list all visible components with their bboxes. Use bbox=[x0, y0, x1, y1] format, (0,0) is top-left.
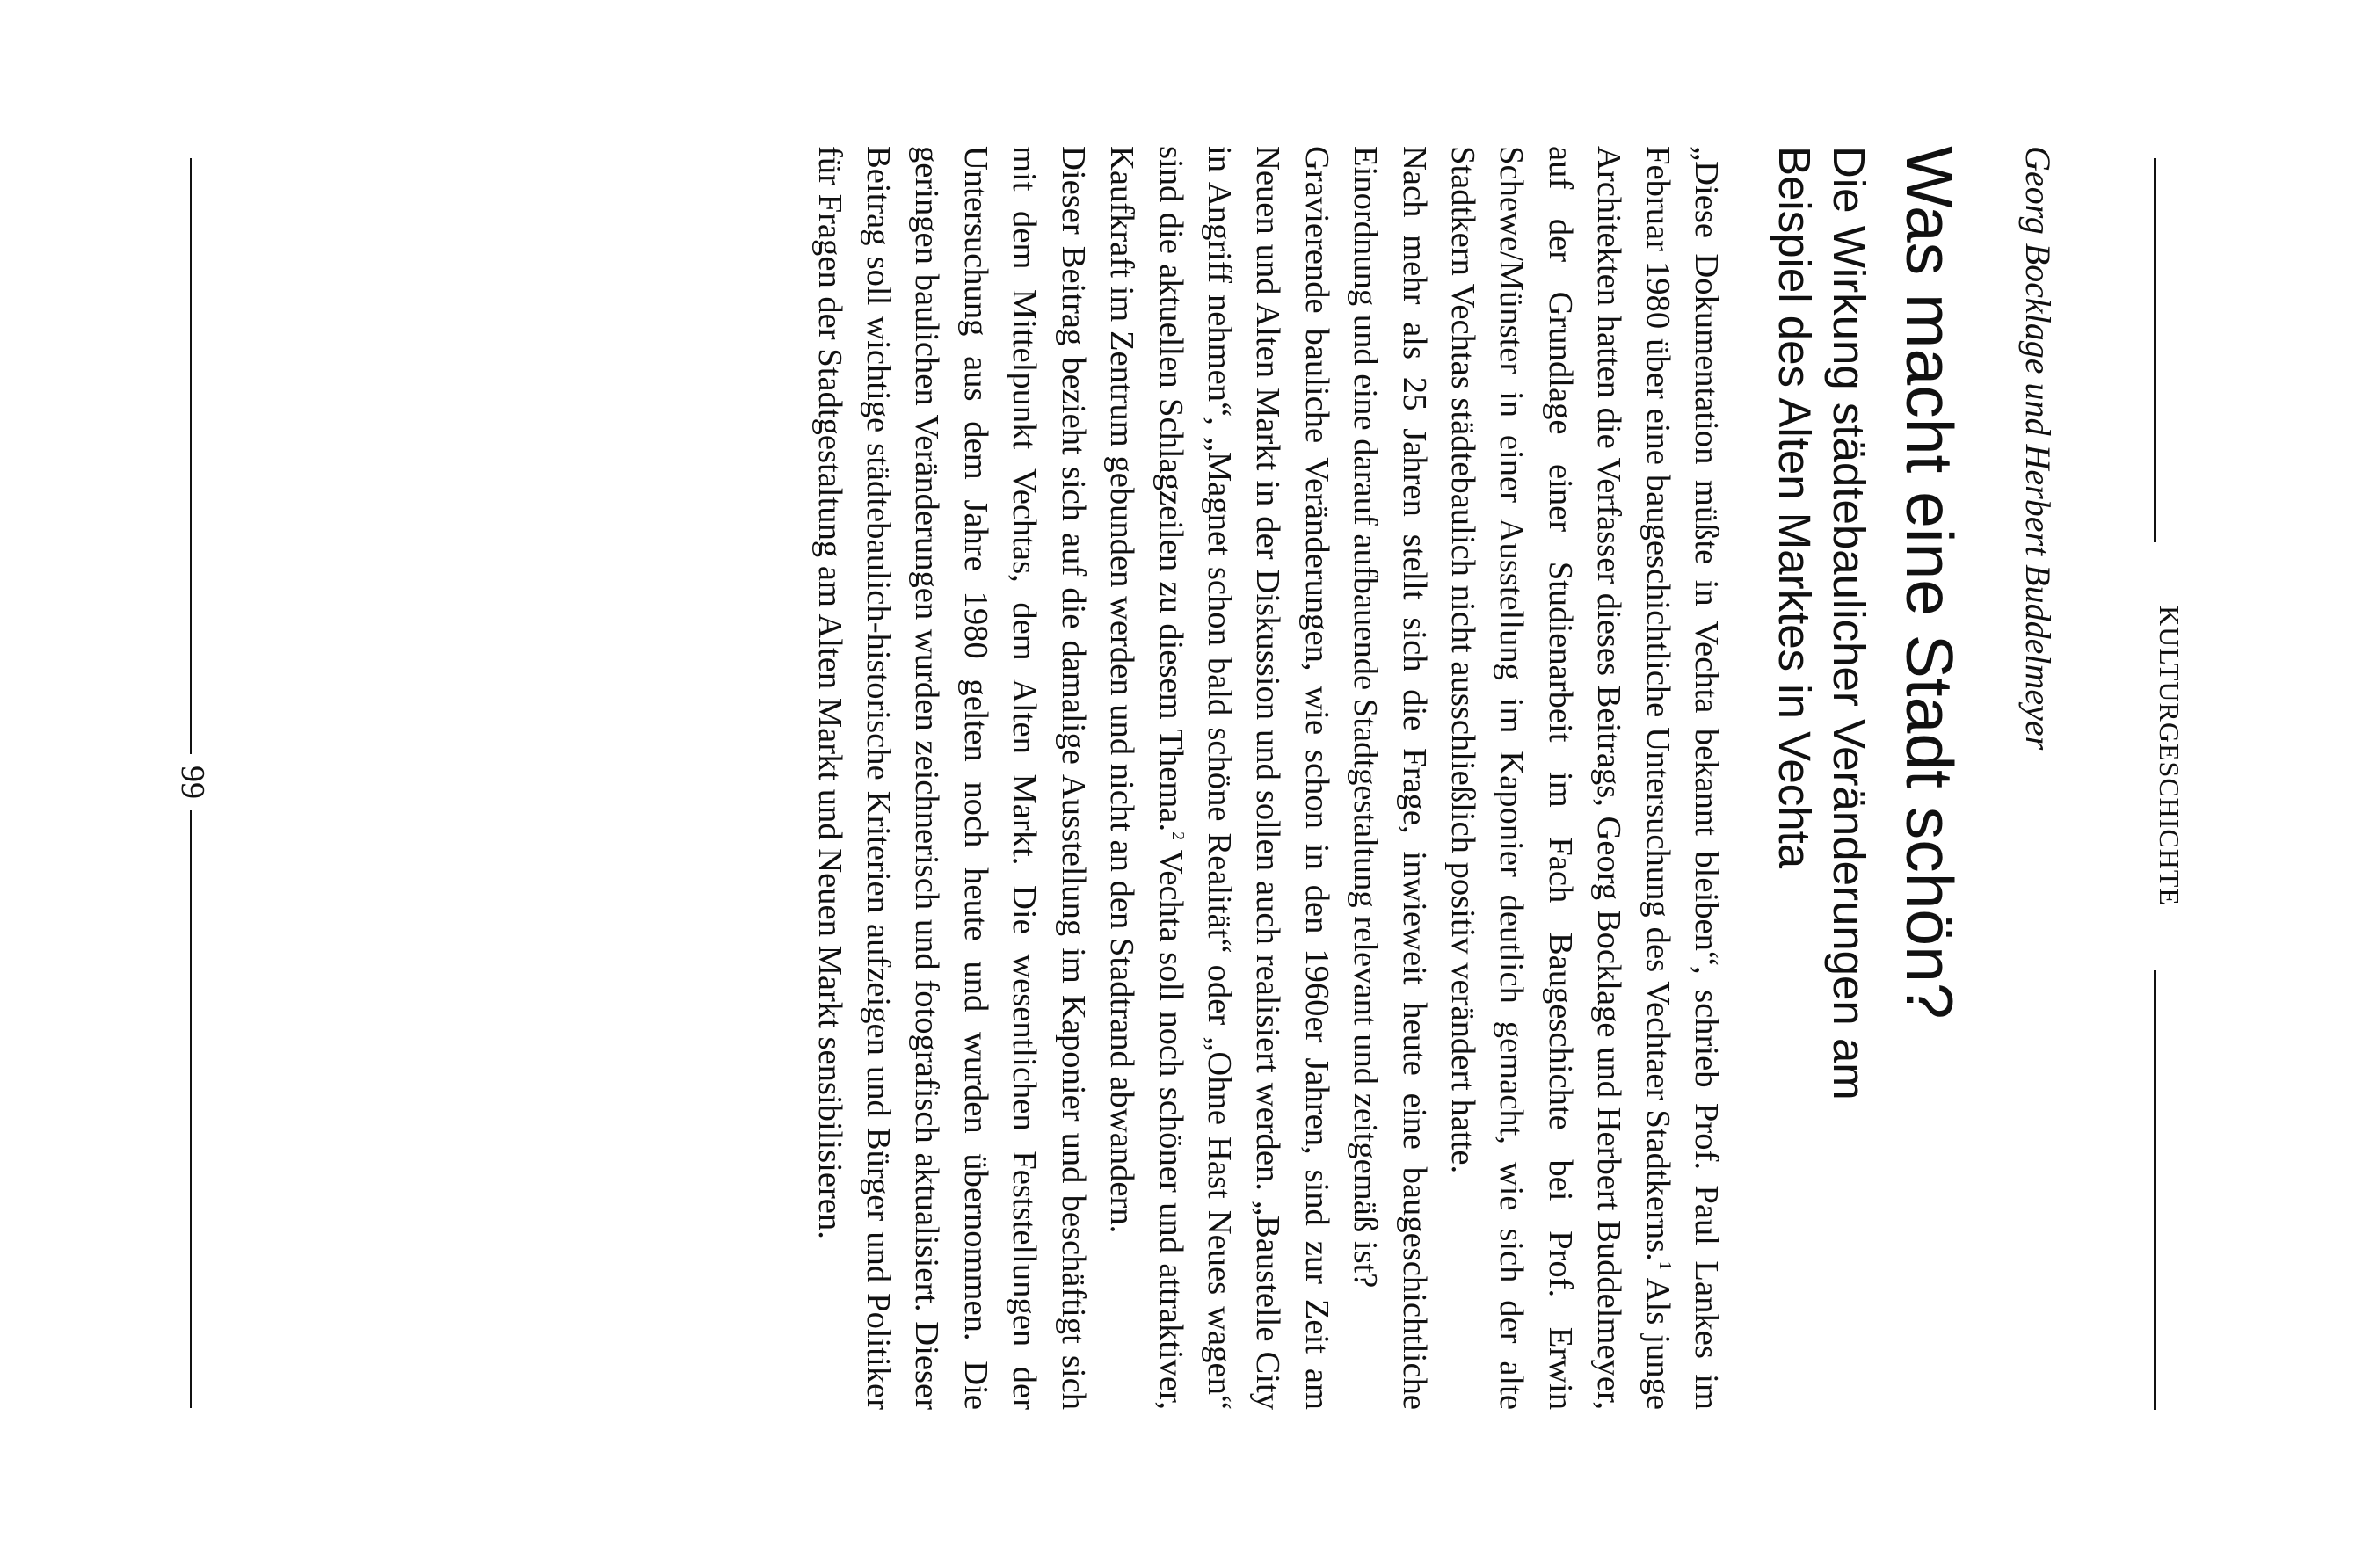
paragraph-text: Gravierende bauliche Veränderungen, wie schon in den 1960er Jahren, sind zur Zeit am Neuen und Alten Markt in der Diskussion und sollen auch realisiert werden. „Baustelle City in Angriff nehmen“, „Magnet schon bald schöne Realität“ oder „Ohne Hast Neues wagen“ sind die aktuellen Schlagzeilen zu diesem Thema. bbox=[1152, 146, 1335, 1410]
article-body bbox=[804, 146, 1730, 1410]
paragraph-text: Vechta soll noch schöner und attraktiver, Kaufkraft im Zentrum gebunden werden und nicht an den Stadtrand abwandern. bbox=[1103, 146, 1189, 1410]
article-title: Was macht eine Stadt schön? bbox=[1893, 146, 1967, 1020]
paragraph bbox=[1097, 146, 1341, 1410]
page-number: 99 bbox=[174, 766, 211, 799]
footer-rule-right bbox=[190, 810, 192, 1408]
paragraph-text: Als junge Architekten hatten die Verfasser dieses Beitrags, Georg Bocklage und Herbert Buddelmeyer, auf der Grundlage einer Studienarbeit im Fach Baugeschichte bei Prof. Erwin Schewe/Münster in einer Ausstellung im Kaponier deutlich gemacht, wie sich der alte Stadtkern Vechtas städtebaulich nicht ausschließlich positiv verändert hatte. bbox=[1443, 146, 1676, 1410]
paragraph bbox=[1438, 146, 1730, 1410]
paragraph: Dieser Beitrag bezieht sich auf die damalige Ausstellung im Kaponier und beschäftigt sich mit dem Mittelpunkt Vechtas, dem Alten Markt. Die wesentlichen Feststellungen der Untersuchung aus dem Jahre 1980 gelten noch heute und wurden übernommen. Die geringen baulichen Veränderungen wurden zeichnerisch und fotografisch aktualisiert. Dieser Beitrag soll wichtige städtebaulich-historische Kriterien aufzeigen und Bürger und Politiker für Fragen der Stadtgestaltung am Alten Markt und Neuen Markt sensibilisieren. bbox=[811, 146, 1092, 1410]
footer-rule-left bbox=[190, 158, 192, 754]
article-authors: Georg Bocklage und Herbert Buddelmeyer bbox=[2018, 146, 2058, 751]
paragraph-text: „Diese Dokumentation müßte in Vechta bekannt bleiben“, schrieb Prof. Paul Lankes im Februar 1980 über eine baugeschichtliche Untersuchung des Vechtaer Stadtkerns. bbox=[1639, 146, 1725, 1410]
footnote-marker: 1 bbox=[1654, 1260, 1675, 1270]
paragraph: Nach mehr als 25 Jahren stellt sich die Frage, inwieweit heute eine baugeschichtliche Einordnung und eine darauf aufbauende Stadtgestaltung relevant und zeitgemäß ist? bbox=[1347, 146, 1433, 1410]
footnote-marker: 2 bbox=[1167, 831, 1188, 841]
article-subtitle: Die Wirkung städtebaulicher Veränderungen am Beispiel des Alten Marktes in Vechta bbox=[1770, 146, 1874, 1100]
header-rule-right bbox=[2154, 970, 2156, 1410]
section-label: KULTURGESCHICHTE bbox=[2154, 606, 2185, 906]
header-rule-left bbox=[2154, 158, 2156, 542]
